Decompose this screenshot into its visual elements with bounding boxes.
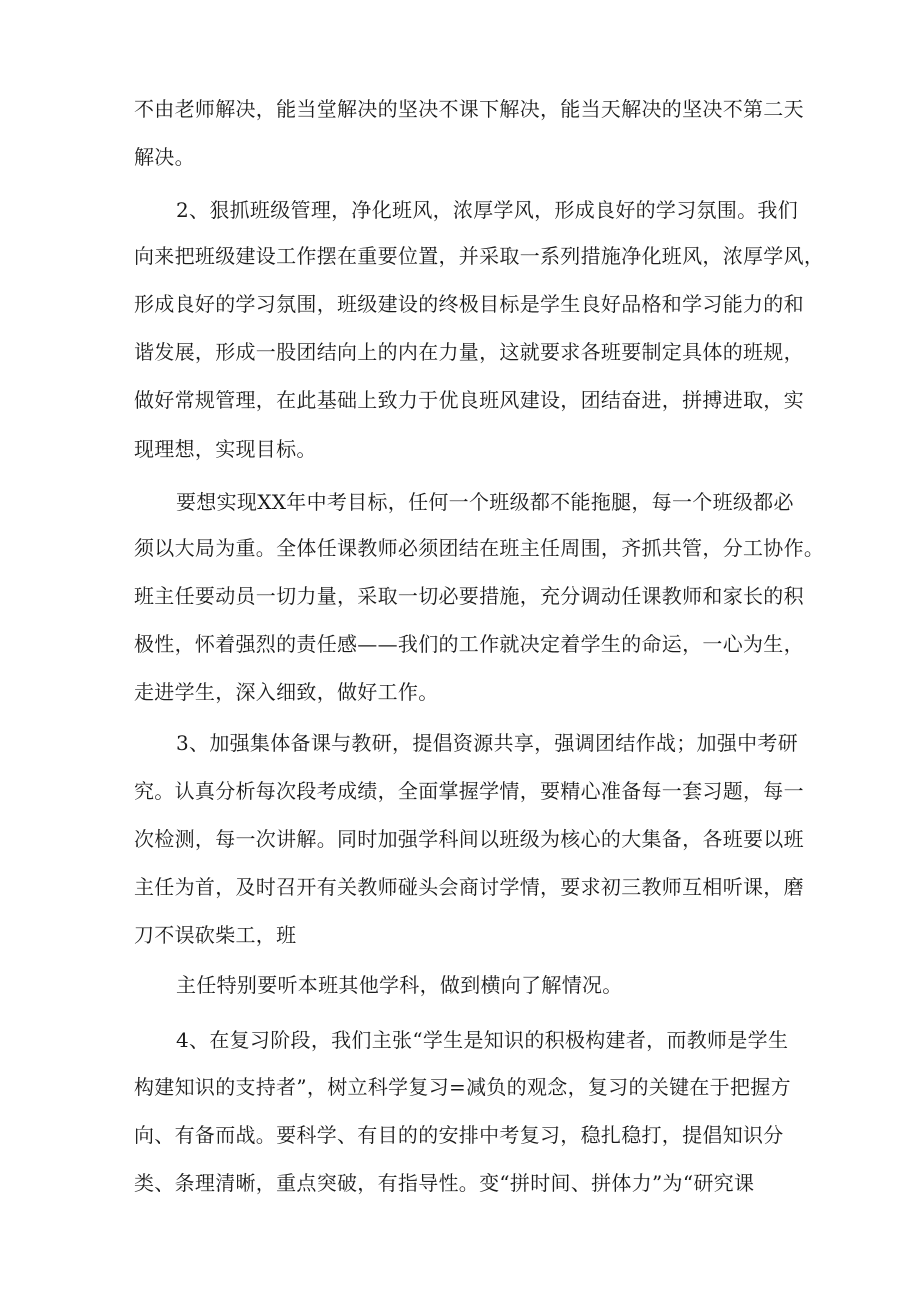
- text-line: 次检测，每一次讲解。同时加强学科间以班级为核心的大集备，各班要以班: [134, 827, 804, 851]
- text-line: 类、条理清晰，重点突破，有指导性。变“拼时间、拼体力”为“研究课: [134, 1171, 755, 1195]
- text-line: 走进学生，深入细致，做好工作。: [134, 680, 439, 704]
- text-line: 现理想，实现目标。: [134, 437, 317, 461]
- text-line: 班主任要动员一切力量，采取一切必要措施，充分调动任课教师和家长的积: [134, 584, 804, 608]
- text-line: 刀不误砍柴工，班: [134, 923, 297, 947]
- text-line: 主任为首，及时召开有关教师碰头会商讨学情，要求初三教师互相听课，磨: [134, 875, 804, 899]
- text-line: 3、加强集体备课与教研，提倡资源共享，强调团结作战；加强中考研: [176, 731, 799, 755]
- text-line: 主任特别要听本班其他学科，做到横向了解情况。: [176, 973, 623, 997]
- text-line: 向、有备而战。要科学、有目的的安排中考复习，稳扎稳打，提倡知识分: [134, 1123, 784, 1147]
- text-line: 不由老师解决，能当堂解决的坚决不课下解决，能当天解决的坚决不第二天: [134, 97, 804, 121]
- text-line: 构建知识的支持者”，树立科学复习=减负的观念，复习的关键在于把握方: [134, 1075, 791, 1099]
- text-line: 4、在复习阶段，我们主张“学生是知识的积极构建者，而教师是学生: [176, 1028, 789, 1052]
- text-line: 2、狠抓班级管理，净化班风，浓厚学风，形成良好的学习氛围。我们: [176, 198, 799, 222]
- text-line: 形成良好的学习氛围，班级建设的终极目标是学生良好品格和学习能力的和: [134, 292, 804, 316]
- text-line: 要想实现XX年中考目标，任何一个班级都不能拖腿，每一个班级都必: [176, 490, 794, 514]
- text-line: 究。认真分析每次段考成绩，全面掌握学情，要精心准备每一套习题，每一: [134, 779, 804, 803]
- text-line: 极性，怀着强烈的责任感——我们的工作就决定着学生的命运，一心为生，: [134, 632, 804, 656]
- text-line: 须以大局为重。全体任课教师必须团结在班主任周围，齐抓共管，分工协作。: [134, 536, 825, 560]
- text-line: 解决。: [134, 145, 195, 169]
- text-line: 谐发展，形成一股团结向上的内在力量，这就要求各班要制定具体的班规，: [134, 340, 804, 364]
- text-line: 做好常规管理，在此基础上致力于优良班风建设，团结奋进，拼搏进取，实: [134, 388, 804, 412]
- text-line: 向来把班级建设工作摆在重要位置，并采取一系列措施净化班风，浓厚学风，: [134, 244, 825, 268]
